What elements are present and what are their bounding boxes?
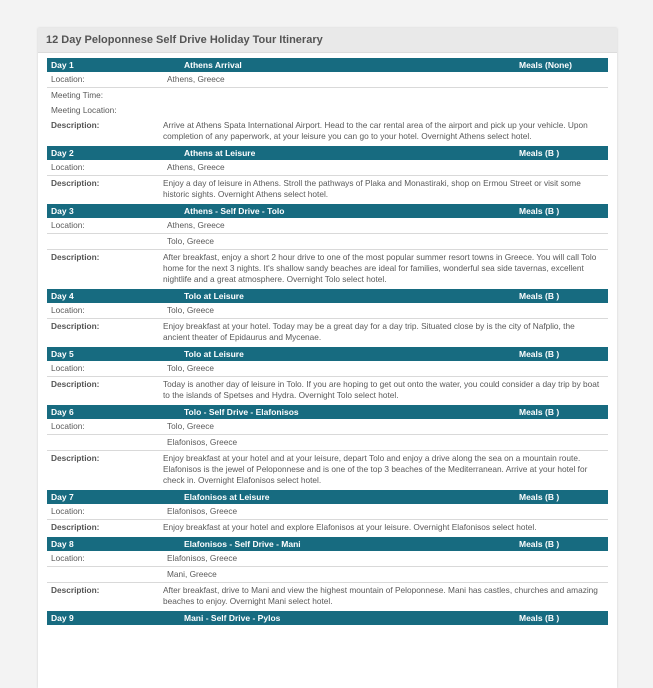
location-value: Athens, Greece: [167, 74, 225, 84]
day-block: [47, 146, 608, 202]
description-label: Description:: [51, 120, 100, 130]
detail-row: [47, 103, 608, 118]
description-text: Today is another day of leisure in Tolo. If you are hoping to get out onto the water, you could consider a day trip by boat to the islands of Spetses and Hydra. Overnight Tolo select hotel.: [163, 379, 600, 400]
detail-row: [47, 377, 608, 403]
detail-row: [47, 567, 608, 583]
detail-row: [47, 319, 608, 345]
description-text: Arrive at Athens Spata International Airport. Head to the car rental area of the airport and pick up your vehicle. Upon completion of any paperwork, at your leisure you can go to your hotel. Overnight Athens select hotel.: [163, 120, 588, 141]
day-title: Elafonisos - Self Drive - Mani: [184, 539, 301, 549]
location-label: Location:: [51, 220, 85, 230]
description-text: Enjoy breakfast at your hotel and explore Elafonisos at your leisure. Overnight Elafonisos select hotel.: [163, 522, 537, 532]
document-page: [38, 28, 617, 688]
day-block: [47, 58, 608, 144]
location-label: Location:: [51, 74, 85, 84]
location-label: [47, 236, 163, 247]
location-value: Athens, Greece: [167, 220, 225, 230]
day-meals: Meals (B ): [519, 206, 560, 216]
day-meals: Meals (B ): [519, 539, 560, 549]
day-number: Day 9: [51, 613, 74, 623]
day-number: Day 4: [51, 291, 74, 301]
location-label: Location:: [51, 421, 85, 431]
detail-row: [47, 176, 608, 202]
day-number: Day 7: [51, 492, 74, 502]
day-meals: Meals (B ): [519, 349, 560, 359]
meeting-location-label: Meeting Location:: [51, 105, 117, 115]
location-label: Location:: [51, 553, 85, 563]
day-header: [47, 490, 608, 504]
day-meals: Meals (B ): [519, 148, 560, 158]
day-title: Athens - Self Drive - Tolo: [184, 206, 285, 216]
day-title: Tolo at Leisure: [184, 291, 244, 301]
detail-row: [47, 160, 608, 176]
day-number: Day 3: [51, 206, 74, 216]
day-meals: Meals (B ): [519, 492, 560, 502]
day-title: Athens at Leisure: [184, 148, 256, 158]
day-number: Day 5: [51, 349, 74, 359]
day-block: [47, 611, 608, 625]
meeting-time-value: [163, 90, 608, 101]
location-label: Location:: [51, 305, 85, 315]
detail-row: [47, 435, 608, 451]
description-text: After breakfast, drive to Mani and view the highest mountain of Peloponnese. Mani has castles, churches and amazing beaches to enjoy. Overnight Mani select hotel.: [163, 585, 598, 606]
location-label: Location:: [51, 162, 85, 172]
day-meals: Meals (None): [519, 60, 572, 70]
document-title: 12 Day Peloponnese Self Drive Holiday Tour Itinerary: [38, 28, 617, 53]
detail-row: [47, 303, 608, 319]
day-block: [47, 537, 608, 609]
location-label: [47, 569, 163, 580]
day-number: Day 1: [51, 60, 74, 70]
description-label: Description:: [51, 522, 100, 532]
location-value: Mani, Greece: [167, 569, 217, 579]
day-block: [47, 204, 608, 287]
day-header: [47, 611, 608, 625]
day-block: [47, 347, 608, 403]
description-label: Description:: [51, 321, 100, 331]
description-label: Description:: [51, 252, 100, 262]
detail-row: [47, 551, 608, 567]
location-value: Tolo, Greece: [167, 421, 215, 431]
detail-row: [47, 361, 608, 377]
location-value: Elafonisos, Greece: [167, 437, 238, 447]
description-text: Enjoy a day of leisure in Athens. Stroll the pathways of Plaka and Monastiraki, shop on Ermou Street or visit some historic sights. Overnight Athens select hotel.: [163, 178, 581, 199]
detail-row: [47, 118, 608, 144]
description-text: Enjoy breakfast at your hotel and at your leisure, depart Tolo and enjoy a drive along the sea on a mountain route. Elafonisos is the jewel of Peloponnese and is one of the top 3 beaches of the Mediterranean. Arrive at your hotel for check in. Overnight Elafonisos select hotel.: [163, 453, 588, 485]
location-label: Location:: [51, 506, 85, 516]
day-block: [47, 405, 608, 488]
description-text: After breakfast, enjoy a short 2 hour drive to one of the most popular summer resort towns in Greece. You will call Tolo home for the next 3 nights. It's shallow sandy beaches are ideal for families, wonderful sea side tavernas, excellent nightlife and a great atmosphere. Overnight Tolo select hotel.: [163, 252, 597, 284]
day-meals: Meals (B ): [519, 613, 560, 623]
day-block: [47, 289, 608, 345]
detail-row: [47, 520, 608, 535]
detail-row: [47, 419, 608, 435]
day-title: Tolo - Self Drive - Elafonisos: [184, 407, 299, 417]
itinerary: [38, 53, 617, 625]
detail-row: [47, 583, 608, 609]
day-header: [47, 204, 608, 218]
detail-row: [47, 234, 608, 250]
location-value: Elafonisos, Greece: [167, 553, 238, 563]
description-label: Description:: [51, 379, 100, 389]
day-header: [47, 347, 608, 361]
day-header: [47, 537, 608, 551]
location-value: Tolo, Greece: [167, 305, 215, 315]
day-title: Mani - Self Drive - Pylos: [184, 613, 281, 623]
detail-row: [47, 451, 608, 488]
description-label: Description:: [51, 453, 100, 463]
day-header: [47, 405, 608, 419]
day-number: Day 2: [51, 148, 74, 158]
location-label: Location:: [51, 363, 85, 373]
day-title: Elafonisos at Leisure: [184, 492, 270, 502]
day-number: Day 8: [51, 539, 74, 549]
day-title: Tolo at Leisure: [184, 349, 244, 359]
location-value: Tolo, Greece: [167, 363, 215, 373]
meeting-location-value: [163, 105, 608, 116]
detail-row: [47, 250, 608, 287]
location-label: [47, 437, 163, 448]
description-label: Description:: [51, 178, 100, 188]
day-header: [47, 146, 608, 160]
day-meals: Meals (B ): [519, 291, 560, 301]
meeting-time-label: Meeting Time:: [51, 90, 104, 100]
location-value: Tolo, Greece: [167, 236, 215, 246]
day-meals: Meals (B ): [519, 407, 560, 417]
detail-row: [47, 72, 608, 88]
location-value: Elafonisos, Greece: [167, 506, 238, 516]
location-value: Athens, Greece: [167, 162, 225, 172]
day-number: Day 6: [51, 407, 74, 417]
description-label: Description:: [51, 585, 100, 595]
day-title: Athens Arrival: [184, 60, 242, 70]
detail-row: [47, 218, 608, 234]
description-text: Enjoy breakfast at your hotel. Today may be a great day for a day trip. Situated close by is the city of Nafplio, the ancient theater of Epidaurus and Mycenae.: [163, 321, 575, 342]
detail-row: [47, 504, 608, 520]
day-block: [47, 490, 608, 535]
day-header: [47, 58, 608, 72]
day-header: [47, 289, 608, 303]
detail-row: [47, 88, 608, 103]
